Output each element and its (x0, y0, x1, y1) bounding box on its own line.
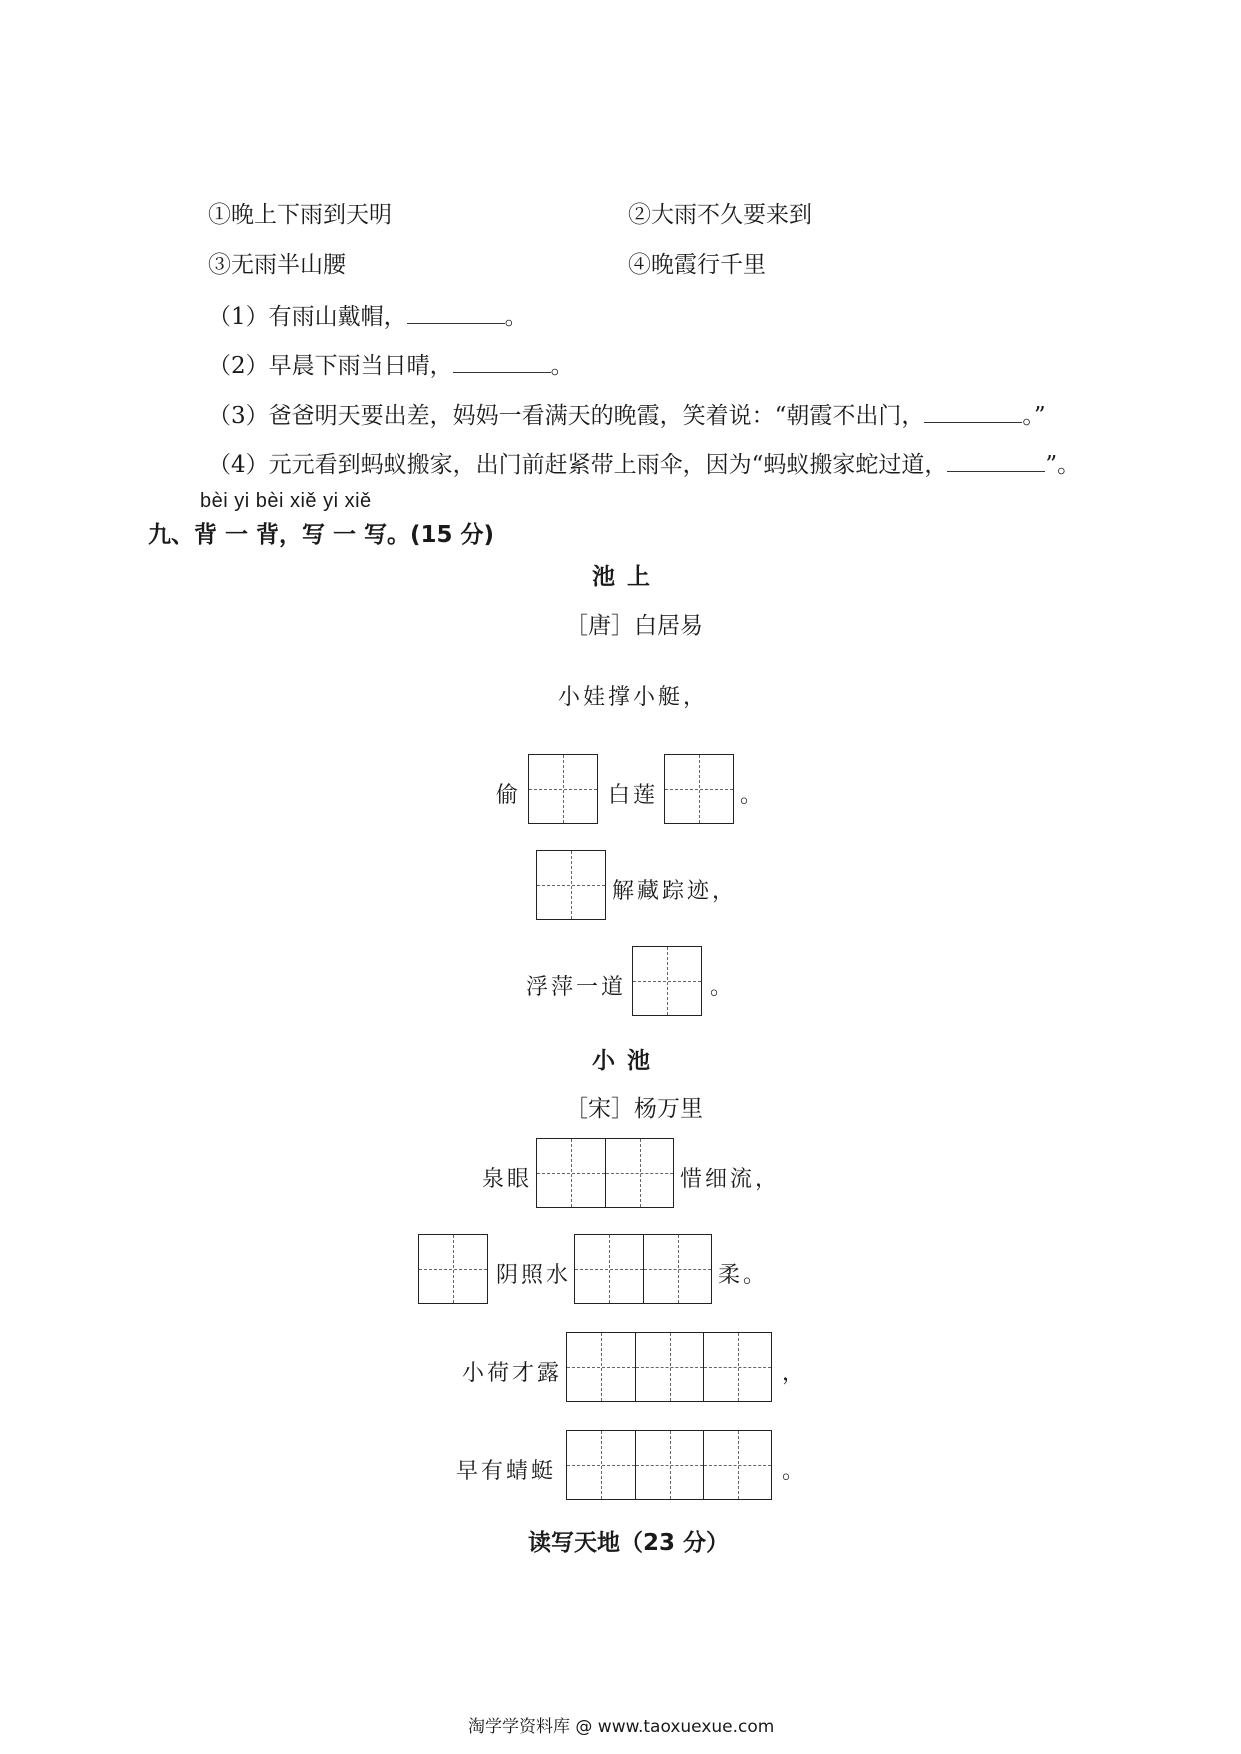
poem-2-title: 小 池 (592, 1048, 653, 1074)
answer-blank-4[interactable] (947, 453, 1045, 472)
poem-2-line-3-end: ， (782, 1361, 808, 1386)
answer-blank-3[interactable] (924, 404, 1022, 423)
grid-cell[interactable] (567, 1431, 635, 1499)
question-2-end: 。 (550, 353, 574, 379)
poem-2-line-1-start: 泉眼 (482, 1167, 533, 1192)
poem-1-author: ［唐］白居易 (565, 613, 703, 639)
poem-1-grid-3[interactable] (536, 850, 606, 920)
grid-cell[interactable] (703, 1333, 771, 1401)
grid-cell[interactable] (635, 1431, 703, 1499)
grid-cell[interactable] (537, 1139, 605, 1207)
poem-2-line-4-start: 早有蜻蜓 (456, 1459, 557, 1484)
poem-2-grid-3[interactable] (574, 1234, 712, 1304)
grid-cell[interactable] (643, 1235, 711, 1303)
poem-2-author: ［宋］杨万里 (565, 1096, 703, 1122)
grid-cell[interactable] (703, 1431, 771, 1499)
option-4: ④晚霞行千里 (628, 252, 766, 278)
question-2 (208, 347, 574, 380)
poem-1-line-2-mid: 白莲 (608, 783, 659, 808)
grid-cell[interactable] (633, 947, 701, 1015)
poem-2-line-1-end: 惜细流， (680, 1167, 781, 1192)
question-4-end: ”。 (1045, 452, 1081, 478)
option-3: ③无雨半山腰 (208, 252, 346, 278)
poem-2-line-2-end: 柔。 (718, 1263, 769, 1288)
poem-1-line-4-start: 浮萍一道 (526, 975, 627, 1000)
grid-cell[interactable] (529, 755, 597, 823)
grid-cell[interactable] (575, 1235, 643, 1303)
grid-cell[interactable] (665, 755, 733, 823)
poem-1-line-2-start: 偷 (496, 783, 522, 808)
poem-1-grid-1[interactable] (528, 754, 598, 824)
poem-2-line-3-start: 小荷才露 (462, 1361, 563, 1386)
grid-cell[interactable] (567, 1333, 635, 1401)
poem-1-line-3: 解藏踪迹， (612, 879, 738, 904)
next-section-title: 读写天地（23 分） (528, 1530, 730, 1556)
question-4 (208, 446, 1080, 479)
option-2: ②大雨不久要来到 (628, 202, 812, 228)
poem-2-line-4-end: 。 (782, 1459, 808, 1484)
poem-1-line-1: 小娃撑小艇， (558, 685, 709, 710)
poem-1-title: 池 上 (592, 564, 653, 590)
footer-watermark: 淘学学资料库 @ www.taoxuexue.com (468, 1717, 775, 1737)
poem-1-grid-2[interactable] (664, 754, 734, 824)
grid-cell[interactable] (419, 1235, 487, 1303)
grid-cell[interactable] (537, 851, 605, 919)
answer-blank-2[interactable] (453, 354, 551, 373)
question-2-text: （2）早晨下雨当日晴， (208, 353, 453, 379)
section-9-title: 九、背 一 背，写 一 写。(15 分) (148, 522, 495, 548)
poem-2-grid-5[interactable] (566, 1430, 772, 1500)
question-1-text: （1）有雨山戴帽， (208, 304, 407, 330)
question-3-text: （3）爸爸明天要出差，妈妈一看满天的晚霞，笑着说：“朝霞不出门， (208, 403, 925, 429)
poem-1-line-2-end: 。 (740, 783, 766, 808)
poem-2-line-2-start: 阴照水 (496, 1263, 572, 1288)
grid-cell[interactable] (605, 1139, 673, 1207)
question-4-text: （4）元元看到蚂蚁搬家，出门前赶紧带上雨伞，因为“蚂蚁搬家蛇过道， (208, 452, 948, 478)
answer-blank-1[interactable] (407, 305, 505, 324)
question-3-end: 。” (1022, 403, 1046, 429)
option-1: ①晚上下雨到天明 (208, 202, 392, 228)
question-3 (208, 397, 1046, 430)
poem-1-grid-4[interactable] (632, 946, 702, 1016)
section-9-pinyin: bèi yi bèi xiě yi xiě (200, 490, 372, 512)
question-1 (208, 298, 528, 331)
poem-2-grid-2[interactable] (418, 1234, 488, 1304)
poem-1-line-4-end: 。 (710, 975, 736, 1000)
question-1-end: 。 (504, 304, 528, 330)
grid-cell[interactable] (635, 1333, 703, 1401)
poem-2-grid-4[interactable] (566, 1332, 772, 1402)
poem-2-grid-1[interactable] (536, 1138, 674, 1208)
